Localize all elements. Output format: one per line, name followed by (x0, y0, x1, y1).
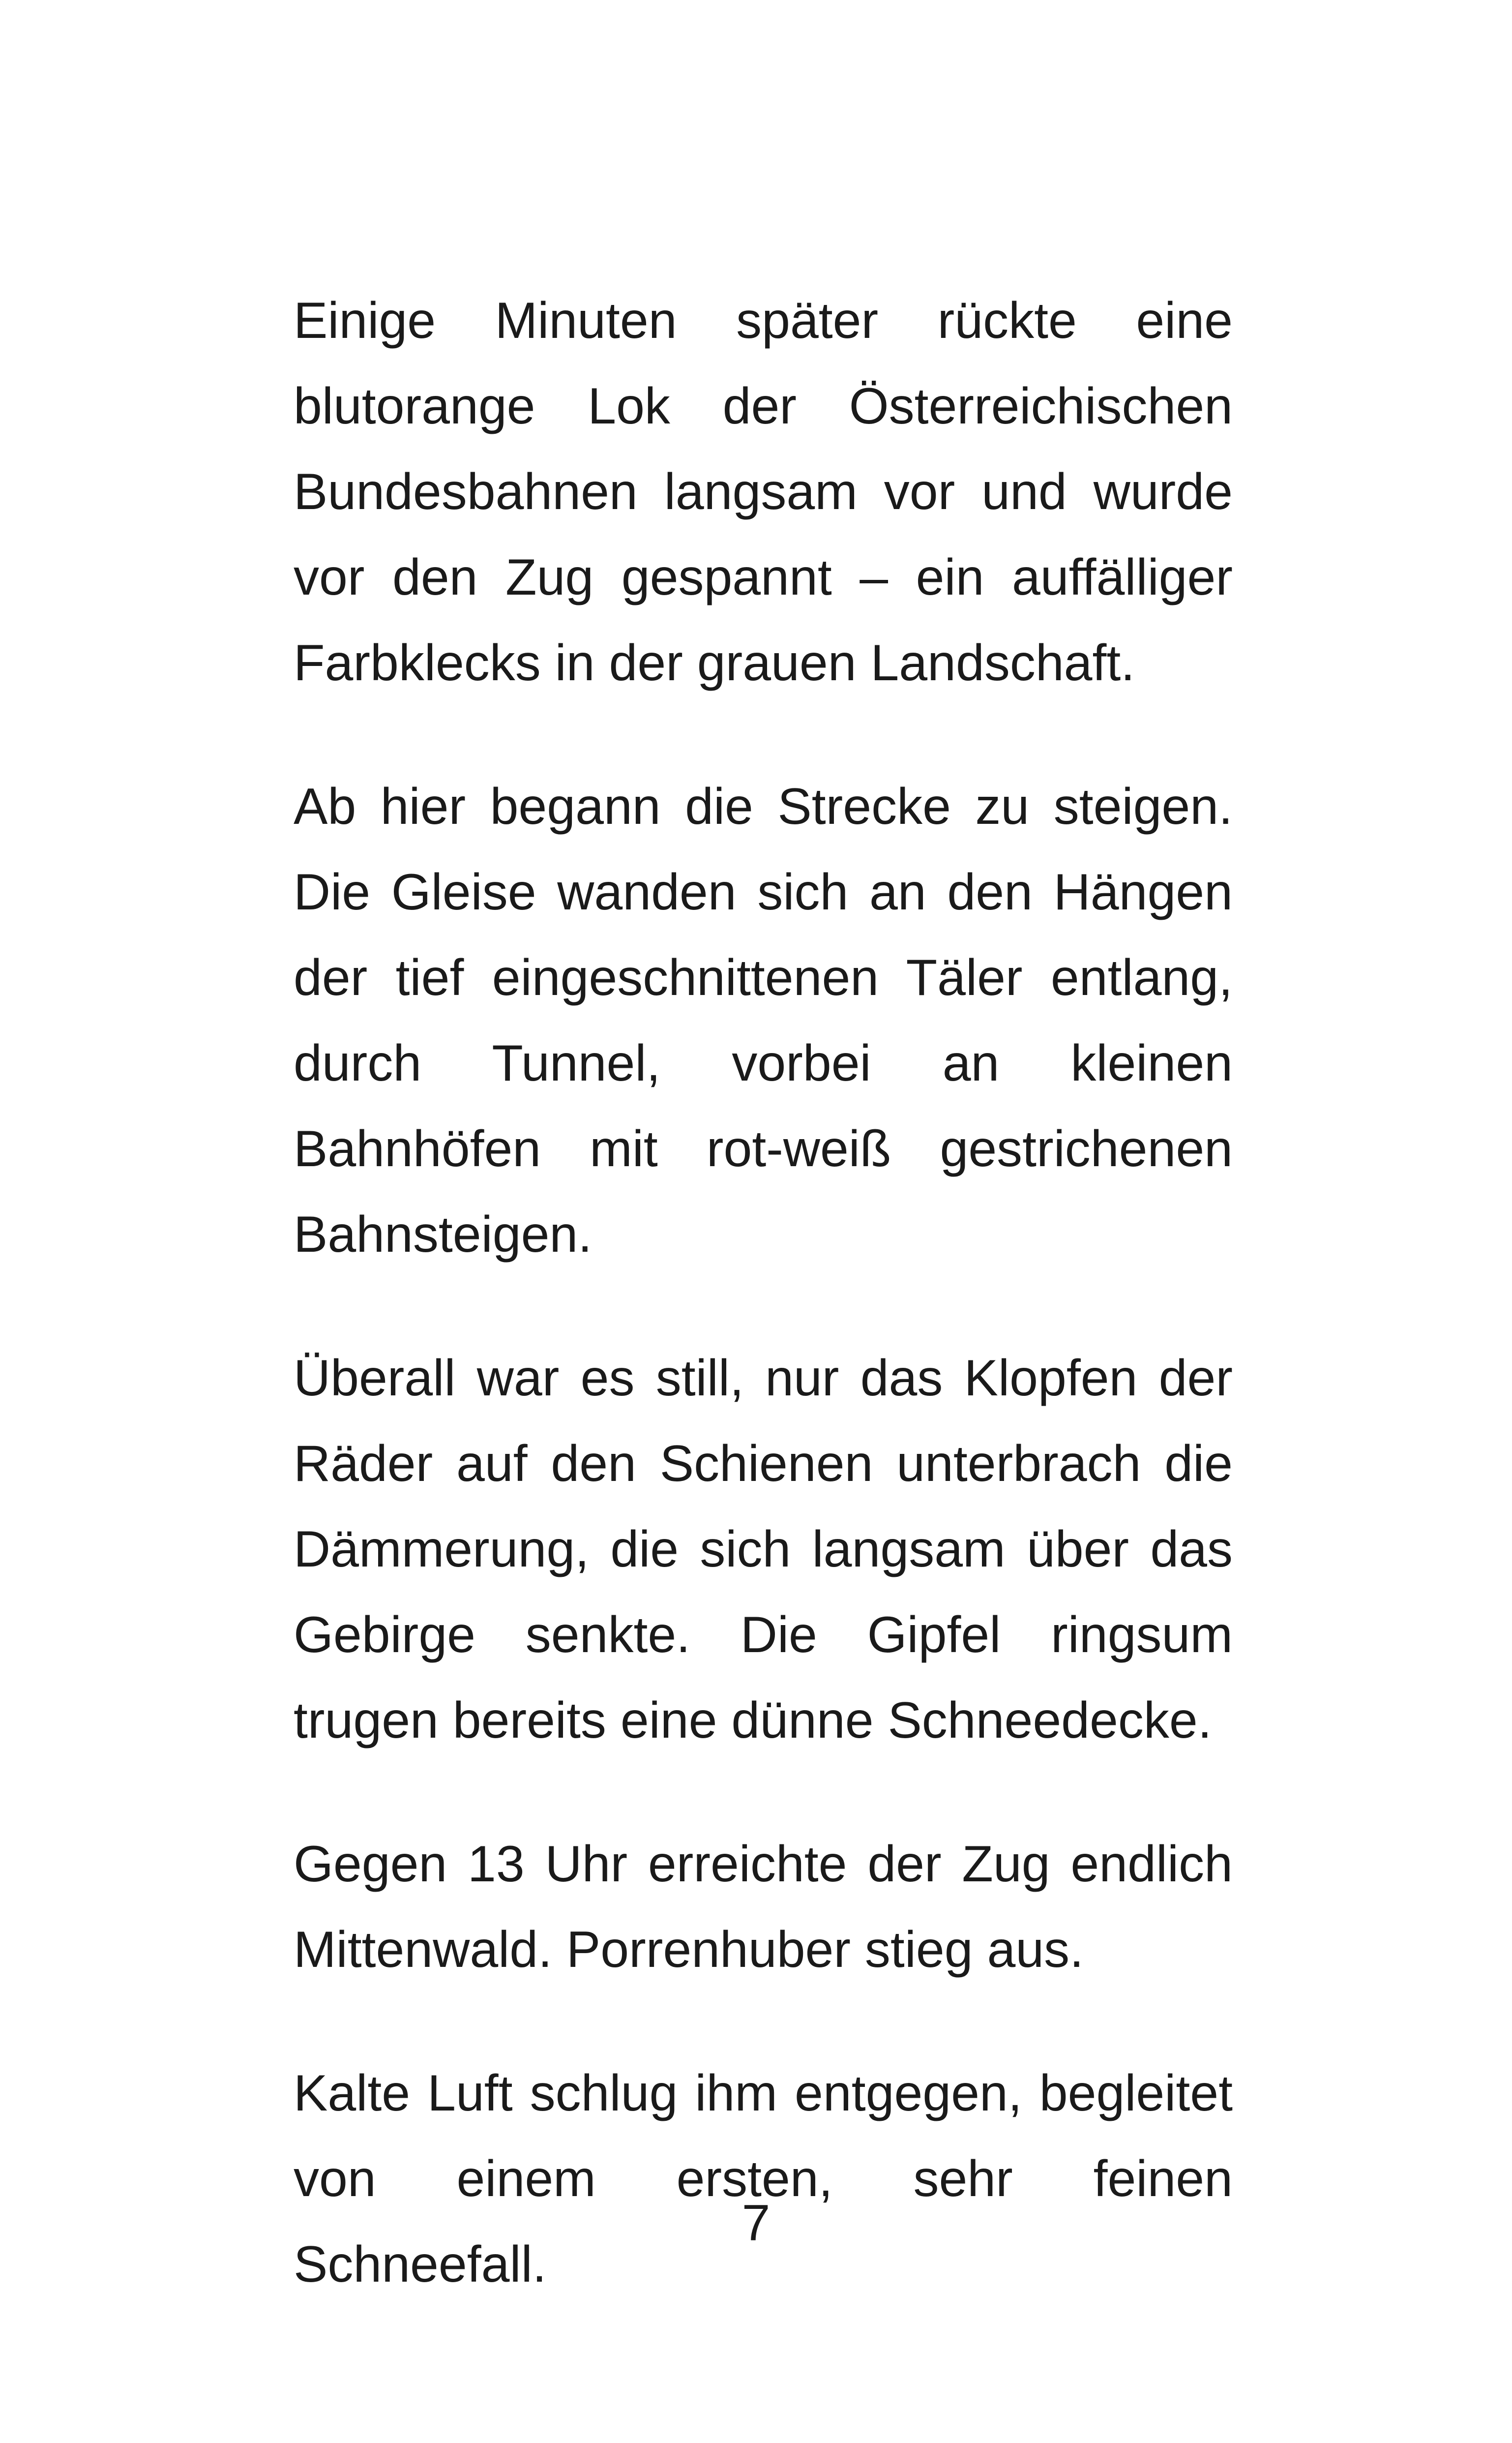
paragraph-1: Einige Minuten später rückte eine blutorange Lok der Österreichischen Bundesbahnen langsam vor und wurde vor den Zug gespannt – ein auffälliger Farbklecks in der grauen Landschaft. (294, 292, 1233, 692)
paragraph-3: Überall war es still, nur das Klopfen der Räder auf den Schienen unterbrach die Dämmerung, die sich langsam über das Gebirge senkte. Die Gipfel ringsum trugen bereits eine dünne Schneedecke. (294, 1350, 1233, 1749)
paragraph-5: Kalte Luft schlug ihm entgegen, begleitet von einem ersten, sehr feinen Schneefall. (294, 2065, 1233, 2293)
paragraph-4: Gegen 13 Uhr erreichte der Zug endlich Mittenwald. Porrenhuber stieg aus. (294, 1836, 1233, 1978)
page-number: 7 (741, 2195, 771, 2252)
body-text (294, 278, 1233, 2365)
paragraph-2: Ab hier begann die Strecke zu steigen. Die Gleise wanden sich an den Hängen der tief eingeschnittenen Täler entlang, durch Tunnel, vorbei an kleinen Bahnhöfen mit rot-weiß gestrichenen Bahnsteigen. (294, 778, 1233, 1263)
